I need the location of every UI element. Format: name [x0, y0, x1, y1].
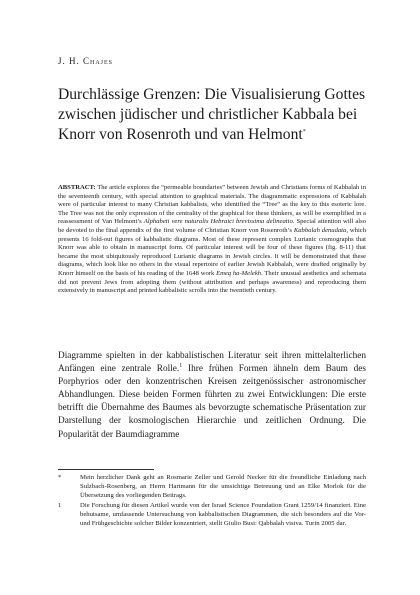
body-text-1: Diagramme spielten in der kabbalistischen Literatur seit ihren mittelalterlichen Anfängen eine zentrale Rolle. [58, 351, 366, 375]
footnote-text: Die Forschung für diesen Artikel wurde von der Israel Science Foundation Grant 1259/14 finanziert. Eine behutsame, umfassende Untersuchung von kabbalistischen Diagrammen, die sich besonders auf die Vor- und Frühgeschichte solcher Bilder konzentriert, stellt Giulio Busi: Qabbalah visiva. Turin 2005 dar. [80, 501, 366, 527]
body-text-2: Ihre frühen Formen ähneln dem Baum des Porphyrios oder den konzentrischen Kreisen zeitgenössischer astronomischer Abhandlungen. Diese beiden Formen führten zu zwei Entwicklungen: Die erste betrifft die Übernahme des Baumes als bevorzugte schematische Präsentation zur Darstellung der kosmologischen Hierarchie und zeitlichen Ordnung. Die Popularität der Baumdiagramme [58, 364, 367, 440]
abstract-label: ABSTRACT: [58, 184, 96, 191]
abstract-italic-title-2: Kabbalah denudata [293, 226, 347, 234]
body-paragraph [58, 350, 366, 442]
footnotes [58, 474, 366, 529]
abstract-italic-title-1: Alphabeti vere naturalis Hebraici brevissima delineatio [143, 218, 293, 226]
footnote-mark: * [58, 474, 62, 481]
title-footnote-mark: * [302, 128, 306, 135]
footnote [58, 474, 366, 501]
footnote-separator [58, 469, 154, 470]
abstract-text-1: The article explores the “permeable boundaries” between Jewish and Christians forms of Kabbalah in the seventeenth century, with special attention to graphical materials. The diagrammatic expressions of Kabbalah were of particular interest to many Christian kabbalists, who identified the “Tree” as the key to this esoteric lore. The Tree was not the only expression of the centrality of the graphical for these thinkers, as will be exemplified in a reassessment of Van Helmont’s [58, 184, 366, 226]
abstract-italic-title-3: Emeq ha-Melekh [216, 269, 262, 277]
abstract-text-4: . Their unusual aesthetics and schemata did not prevent Jews from adopting them (without attribution and perhaps awareness) and reproducing them extensively in manuscript and printed kabbalistic scrolls into the twentieth century. [58, 269, 367, 295]
article-title [58, 85, 388, 145]
footnote-ref-1: 1 [179, 363, 183, 369]
abstract-text-3: , which presents 16 fold-out figures of kabbalistic diagrams. Most of these represent complex Lurianic cosmographs that Knorr was able to obtain in manuscript form. Of particular interest will be four of these figures (fig. 8-11) that became the most ubiquitously reproduced Lurianic diagrams in Jewish circles. It will be demonstrated that these diagrams, which look like no others in the visual repertoire of earlier Jewish Kabbalah, were drafted originally by Knorr himself on the basis of his reading of the 1648 work [58, 226, 366, 277]
footnote [58, 502, 366, 529]
running-head-author: J. H. Chajes [58, 56, 114, 66]
article-title-text: Durchlässige Grenzen: Die Visualisierung Gottes zwischen jüdischer und christlicher Kabbala bei Knorr von Rosenroth und van Helmont [58, 86, 366, 143]
footnote-mark: 1 [58, 501, 62, 509]
abstract [58, 184, 366, 296]
footnote-text: Mein herzlicher Dank geht an Rosmarie Zeller und Gerold Necker für die freundliche Einladung nach Sulzbach-Rosenberg, an Herrn Hartmann für die umsichtige Betreuung und an Elke Morlok für die Übersetzung des vorliegenden Beitrags. [80, 474, 366, 499]
abstract-text-2: . Special attention will also be devoted to the final appendix of the first volume of Christian Knorr von Rosenroth’s [58, 218, 366, 234]
